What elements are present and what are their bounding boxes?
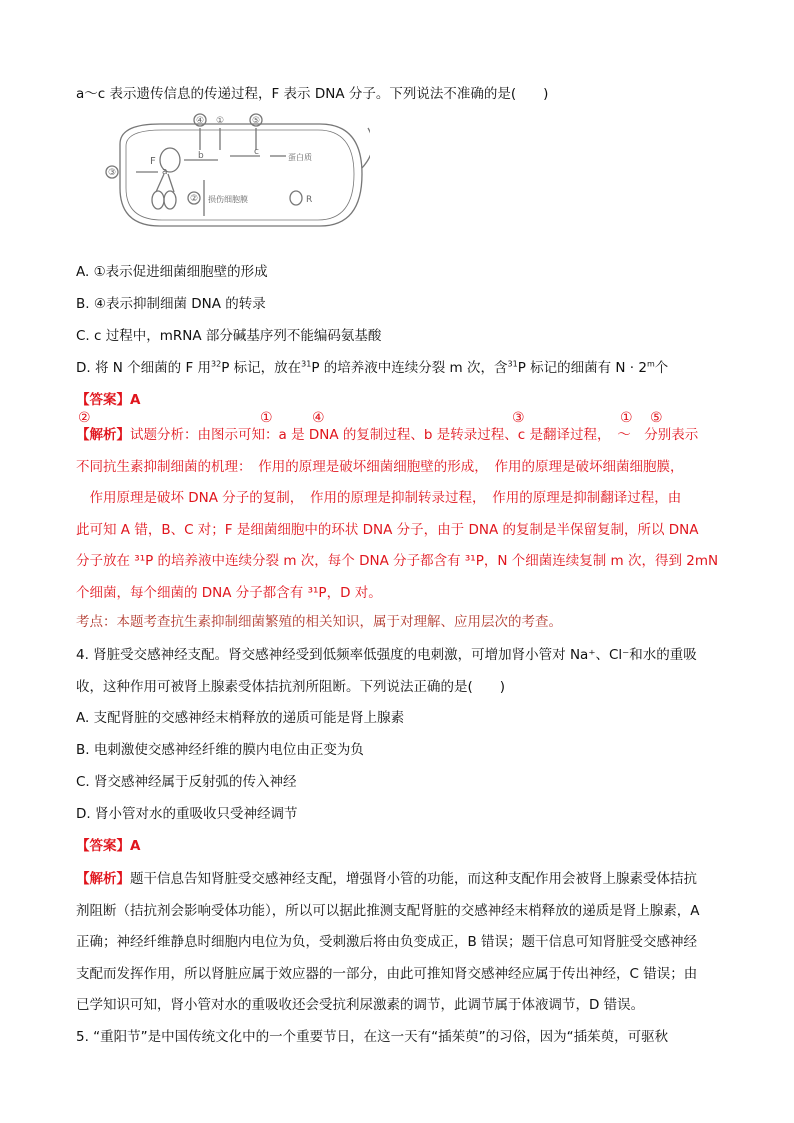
q3-option-a: A. ①表示促进细菌细胞壁的形成 xyxy=(76,264,268,280)
fig-label-2: ② xyxy=(190,194,199,204)
q3-kaodian: 考点：本题考查抗生素抑制细菌繁殖的相关知识，属于对理解、应用层次的考查。 xyxy=(76,614,562,630)
q3-circle-2: ② xyxy=(78,410,91,426)
fig-label-4: ④ xyxy=(196,116,205,126)
q4-option-a: A. 支配肾脏的交感神经末梢释放的递质可能是肾上腺素 xyxy=(76,710,405,726)
q3-circle-1b: ① xyxy=(620,410,633,426)
q3-option-b: B. ④表示抑制细菌 DNA 的转录 xyxy=(76,296,266,312)
q3-answer: 【答案】A xyxy=(76,392,141,408)
fig-label-5: ⑤ xyxy=(252,116,261,126)
q4-option-c: C. 肾交感神经属于反射弧的传入神经 xyxy=(76,774,297,790)
fig-label-protein: 蛋白质 xyxy=(288,153,312,162)
fig-label-1: ① xyxy=(216,116,225,126)
q3-analysis: 【解析】试题分析：由图示可知：a 是 DNA 的复制过程、b 是转录过程、c 是翻译过程， ～ 分别表示 不同抗生素抑制细菌的机理： 作用的原理是破坏细菌细胞壁的形成， 作用的原理是破坏细菌细胞膜， 作用原理是破坏 DNA 分子的复制， 作用的原理是抑制转录过程， 作用的原理是抑制翻译过程，由 此可知 A 错，B、C 对；F 是细菌细胞中的环状 DNA 分子，由于 DNA 的复制是半保留复制，所以 DNA 分子放在 ³¹P 的培养液中连续分裂 m 次，每个 DNA 分子都含有 ³¹P，N 个细菌连续复制 m 次，得到 2mN 个细菌，每个细菌的 DNA 分子都含有 ³¹P，D 对。 xyxy=(76,427,719,601)
fig-label-F: F xyxy=(150,156,156,167)
fig-label-b: b xyxy=(198,151,204,161)
q4-option-b: B. 电刺激使交感神经纤维的膜内电位由正变为负 xyxy=(76,742,364,758)
fig-label-a: a xyxy=(162,167,168,177)
q4-answer: 【答案】A xyxy=(76,838,141,854)
q3-option-d: D. 将 N 个细菌的 F 用$^{32}$P 标记，放在$^{31}$P 的培养液中连续分裂 m 次，含$^{31}$P 标记的细菌有 $N \cdot 2^m$个 xyxy=(76,359,669,376)
fig-label-3: ③ xyxy=(108,168,117,178)
q3-circle-4: ④ xyxy=(312,410,325,426)
q3-circle-3: ③ xyxy=(512,410,525,426)
q5-stem: 5. “重阳节”是中国传统文化中的一个重要节日，在这一天有“插茱萸”的习俗，因为“插茱萸，可驱秋 xyxy=(76,1029,669,1045)
q3-option-c: C. c 过程中，mRNA 部分碱基序列不能编码氨基酸 xyxy=(76,328,382,344)
q4-analysis: 【解析】题干信息告知肾脏受交感神经支配，增强肾小管的功能，而这种支配作用会被肾上腺素受体拮抗 剂阻断（拮抗剂会影响受体功能），所以可以据此推测支配肾脏的交感神经末梢释放的递质是肾上腺素，A 正确；神经纤维静息时细胞内电位为负，受刺激后将由负变成正，B 错误；题干信息可知肾脏受交感神经 支配而发挥作用，所以肾脏应属于效应器的一部分，由此可推知肾交感神经应属于传出神经，C 错误；由 已学知识可知，肾小管对水的重吸收还会受抗利尿激素的调节，此调节属于体液调节，D 错误。 xyxy=(76,871,700,1013)
fig-label-R: R xyxy=(306,195,313,205)
fig-label-membrane: 损伤细胞膜 xyxy=(208,195,248,204)
q3-circle-5: ⑤ xyxy=(650,410,663,426)
fig-label-c: c xyxy=(254,147,259,157)
q3-stem: a～c 表示遗传信息的传递过程，F 表示 DNA 分子。下列说法不准确的是( ) xyxy=(76,86,549,102)
q4-stem: 4. 肾脏受交感神经支配。肾交感神经受到低频率低强度的电刺激，可增加肾小管对 Na⁺、Cl⁻和水的重吸 收，这种作用可被肾上腺素受体拮抗剂所阻断。下列说法正确的是( ) xyxy=(76,647,697,695)
bacteria-diagram xyxy=(100,108,370,238)
q4-option-d: D. 肾小管对水的重吸收只受神经调节 xyxy=(76,806,298,822)
q3-circle-1: ① xyxy=(260,410,273,426)
